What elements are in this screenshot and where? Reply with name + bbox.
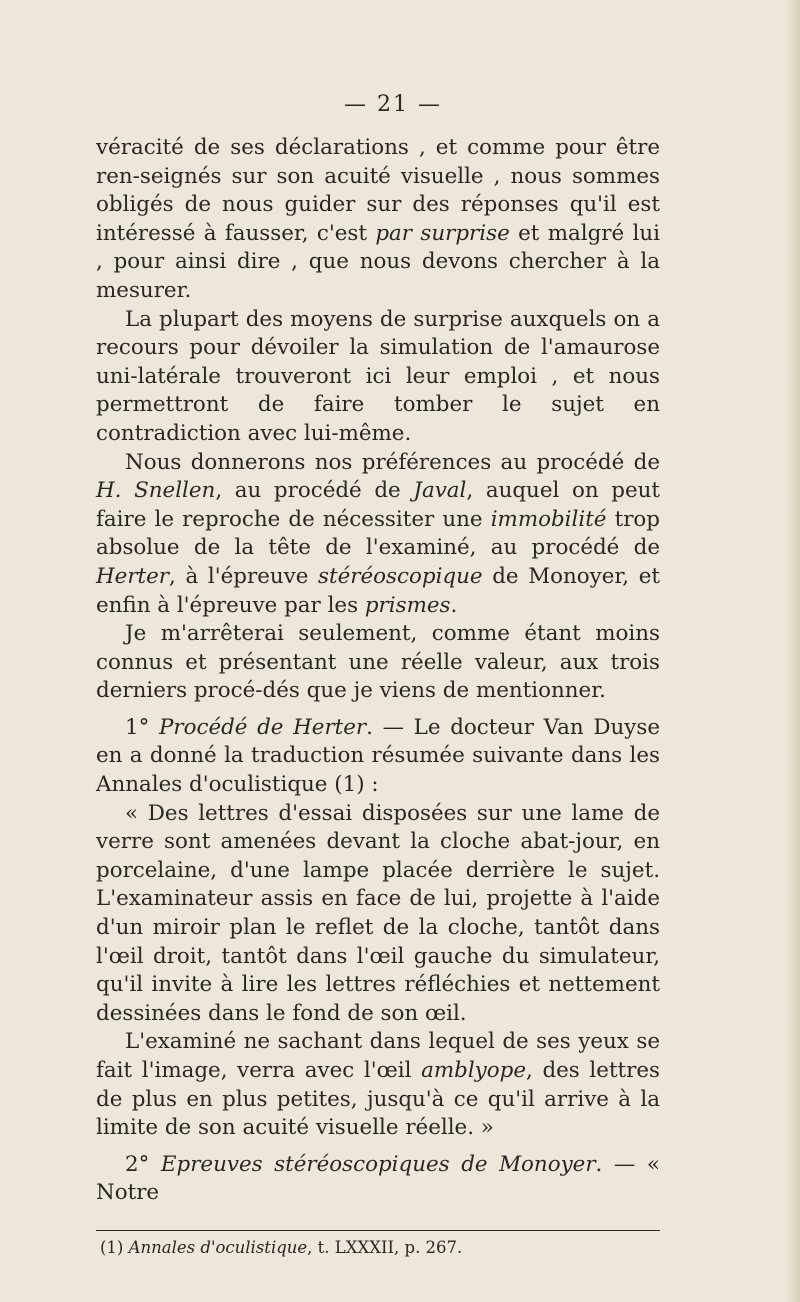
italic-text: Javal <box>413 478 467 504</box>
paragraph-p5 <box>96 714 660 800</box>
text-run: , des lettres de plus en plus petites, jusqu'à ce qu'il arrive à la limite de son acuité visuelle réelle. » <box>96 1058 660 1141</box>
italic-text: immobilité <box>490 506 607 532</box>
italic-text: stéréoscopique <box>318 563 483 589</box>
text-run: . <box>450 592 458 618</box>
italic-text: par surprise <box>375 220 510 246</box>
italic-text: Herter <box>96 563 170 589</box>
paragraph-p7 <box>96 1028 660 1142</box>
page-body <box>96 134 660 1208</box>
text-run: trop absolue de la tête de l'examiné, au procédé de <box>96 506 660 561</box>
page-number: — 21 — <box>344 92 442 117</box>
paragraph-p8 <box>96 1151 660 1208</box>
text-run: . — « Notre <box>96 1151 660 1206</box>
footnote-marker: (1) <box>100 1237 129 1257</box>
text-run: véracité de ses déclarations , et comme pour être ren-seignés sur son acuité visuelle , nous sommes obligés de nous guider sur des réponses qu'il est intéressé à fausser, c'est <box>96 135 660 246</box>
footnote-rest: , t. LXXXII, p. 267. <box>307 1237 463 1257</box>
text-run: et malgré lui , pour ainsi dire , que nous devons chercher à la mesurer. <box>96 220 660 303</box>
text-run: de Monoyer, et enfin à l'épreuve par les <box>96 563 660 618</box>
text-run: 1° <box>125 714 159 740</box>
italic-text: amblyope <box>421 1058 526 1083</box>
text-run: « Des lettres d'essai disposées sur une lame de verre sont amenées devant la cloche abat-jour, en porcelaine, d'une lampe placée derrière le sujet. L'examinateur assis en face de lui, projette à l'aide d'un miroir plan le reflet de la cloche, tantôt dans l'œil droit, tantôt dans l'œil gauche du simulateur, qu'il invite à lire les lettres réfléchies et nettement dessinées dans le fond de son œil. <box>96 800 660 1026</box>
text-run: L'examiné ne sachant dans lequel de ses yeux se fait l'image, verra avec l'œil <box>96 1029 660 1083</box>
paragraph-p3 <box>96 449 660 621</box>
italic-text: prismes <box>364 592 451 618</box>
italic-text: Epreuves stéréoscopiques de Monoyer <box>160 1151 596 1177</box>
paragraph-p6 <box>96 800 660 1029</box>
page-edge-shadow <box>786 0 800 1302</box>
footnote-rule <box>96 1230 660 1231</box>
footnote-source: Annales d'oculistique <box>128 1237 308 1257</box>
text-run: . — Le docteur Van Duyse en a donné la traduction résumée suivante dans les Annales d'oculistique (1) : <box>96 714 660 798</box>
text-run: , à l'épreuve <box>169 563 319 589</box>
text-run: La plupart des moyens de surprise auxquels on a recours pour dévoiler la simulation de l'amaurose uni-latérale trouveront ici leur emploi , et nous permettront de faire tomber le sujet en contradiction avec lui-même. <box>96 306 660 446</box>
text-run: , au procédé de <box>215 478 414 504</box>
text-run: Je m'arrêterai seulement, comme étant moins connus et présentant une réelle valeur, aux trois derniers procé-dés que je viens de mentionner. <box>96 621 660 704</box>
paragraph-p2 <box>96 306 660 449</box>
italic-text: H. Snellen <box>96 478 216 504</box>
text-run: Nous donnerons nos préférences au procédé de <box>125 449 660 475</box>
text-run: 2° <box>125 1151 161 1177</box>
paragraph-p1 <box>96 134 660 306</box>
italic-text: Procédé de Herter <box>158 714 367 740</box>
text-run: , auquel on peut faire le reproche de nécessiter une <box>96 478 661 532</box>
paragraph-p4 <box>96 620 660 706</box>
footnote <box>96 1237 660 1259</box>
